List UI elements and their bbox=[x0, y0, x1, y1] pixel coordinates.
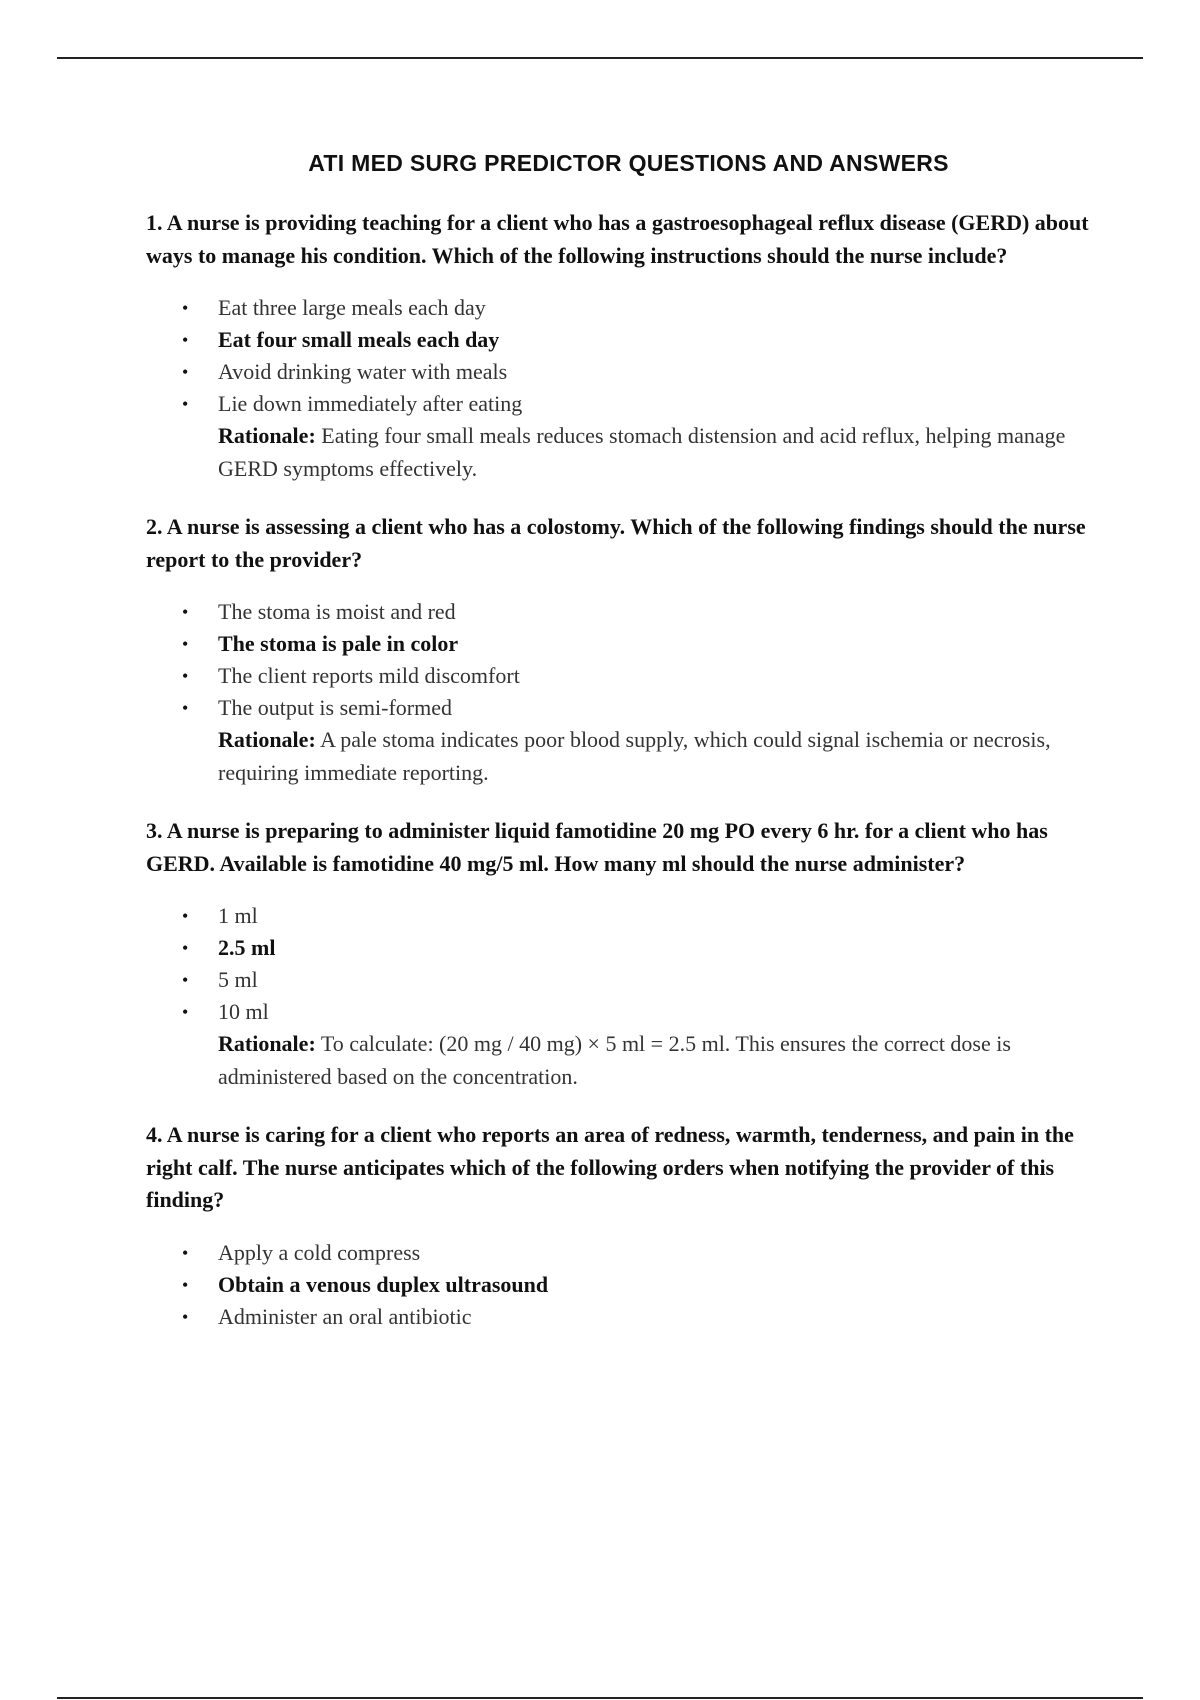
answer-option-correct bbox=[146, 628, 1091, 660]
question-3 bbox=[146, 815, 1091, 1093]
bullet-icon: • bbox=[182, 330, 189, 350]
bullet-icon: • bbox=[182, 602, 189, 622]
bottom-rule bbox=[57, 1697, 1143, 1699]
answer-options bbox=[146, 292, 1091, 420]
rationale-label: Rationale: bbox=[218, 727, 316, 752]
top-rule bbox=[57, 57, 1143, 59]
question-list bbox=[146, 207, 1091, 1333]
document-body bbox=[146, 146, 1091, 1359]
answer-option bbox=[146, 964, 1091, 996]
bullet-icon: • bbox=[182, 1002, 189, 1022]
answer-option bbox=[146, 388, 1091, 420]
question-text: 4. A nurse is caring for a client who reports an area of redness, warmth, tenderness, and pain in the right calf. The nurse anticipates which of the following orders when notifying the provider of this finding? bbox=[146, 1122, 1074, 1212]
answer-option-correct bbox=[146, 1269, 1091, 1301]
answer-option bbox=[146, 356, 1091, 388]
answer-option-label: Avoid drinking water with meals bbox=[218, 359, 508, 384]
rationale-label: Rationale: bbox=[218, 423, 316, 448]
rationale bbox=[146, 1028, 1091, 1093]
rationale-text: Eating four small meals reduces stomach distension and acid reflux, helping manage GERD symptoms effectively. bbox=[218, 423, 1066, 481]
bullet-icon: • bbox=[182, 906, 189, 926]
answer-option bbox=[146, 1301, 1091, 1333]
answer-option-label: The output is semi-formed bbox=[218, 695, 453, 720]
answer-option bbox=[146, 692, 1091, 724]
answer-option-label: The client reports mild discomfort bbox=[218, 663, 520, 688]
answer-options bbox=[146, 900, 1091, 1028]
answer-option-label: 1 ml bbox=[218, 903, 258, 928]
rationale-label: Rationale: bbox=[218, 1031, 316, 1056]
answer-option-correct bbox=[146, 324, 1091, 356]
bullet-icon: • bbox=[182, 394, 189, 414]
answer-option-label: 10 ml bbox=[218, 999, 269, 1024]
bullet-icon: • bbox=[182, 698, 189, 718]
answer-option bbox=[146, 996, 1091, 1028]
answer-option-label: Obtain a venous duplex ultrasound bbox=[218, 1271, 549, 1297]
bullet-icon: • bbox=[182, 634, 189, 654]
bullet-icon: • bbox=[182, 1242, 189, 1263]
bullet-icon: • bbox=[182, 1274, 189, 1295]
answer-option-label: The stoma is moist and red bbox=[218, 599, 456, 624]
answer-options bbox=[146, 1237, 1091, 1333]
rationale bbox=[146, 724, 1091, 789]
bullet-icon: • bbox=[182, 666, 189, 686]
answer-option bbox=[146, 660, 1091, 692]
question-1 bbox=[146, 207, 1091, 485]
bullet-icon: • bbox=[182, 1306, 189, 1327]
answer-option-label: Eat three large meals each day bbox=[218, 295, 486, 320]
answer-option-label: Lie down immediately after eating bbox=[218, 391, 523, 416]
question-2 bbox=[146, 511, 1091, 789]
answer-option-correct bbox=[146, 932, 1091, 964]
answer-option-label: Administer an oral antibiotic bbox=[218, 1303, 472, 1329]
answer-option-label: 5 ml bbox=[218, 967, 258, 992]
answer-option-label: Apply a cold compress bbox=[218, 1239, 421, 1265]
answer-options bbox=[146, 596, 1091, 724]
answer-option-label: Eat four small meals each day bbox=[218, 327, 500, 352]
answer-option bbox=[146, 596, 1091, 628]
bullet-icon: • bbox=[182, 938, 189, 958]
bullet-icon: • bbox=[182, 970, 189, 990]
answer-option-label: 2.5 ml bbox=[218, 935, 276, 960]
document-title: ATI MED SURG PREDICTOR QUESTIONS AND ANSWERS bbox=[308, 150, 949, 176]
rationale bbox=[146, 420, 1091, 485]
bullet-icon: • bbox=[182, 362, 189, 382]
answer-option bbox=[146, 900, 1091, 932]
answer-option-label: The stoma is pale in color bbox=[218, 631, 459, 656]
question-4 bbox=[146, 1119, 1091, 1333]
question-text: 2. A nurse is assessing a client who has a colostomy. Which of the following findings should the nurse report to the provider? bbox=[146, 514, 1086, 572]
bullet-icon: • bbox=[182, 298, 189, 318]
rationale-text: To calculate: (20 mg / 40 mg) × 5 ml = 2.5 ml. This ensures the correct dose is administered based on the concentration. bbox=[218, 1031, 1011, 1089]
answer-option bbox=[146, 1237, 1091, 1269]
question-text: 3. A nurse is preparing to administer liquid famotidine 20 mg PO every 6 hr. for a client who has GERD. Available is famotidine 40 mg/5 ml. How many ml should the nurse administer? bbox=[146, 818, 1048, 876]
rationale-text: A pale stoma indicates poor blood supply, which could signal ischemia or necrosis, requiring immediate reporting. bbox=[218, 727, 1051, 785]
question-text: 1. A nurse is providing teaching for a client who has a gastroesophageal reflux disease (GERD) about ways to manage his condition. Which of the following instructions should the nurse include? bbox=[146, 210, 1089, 268]
answer-option bbox=[146, 292, 1091, 324]
